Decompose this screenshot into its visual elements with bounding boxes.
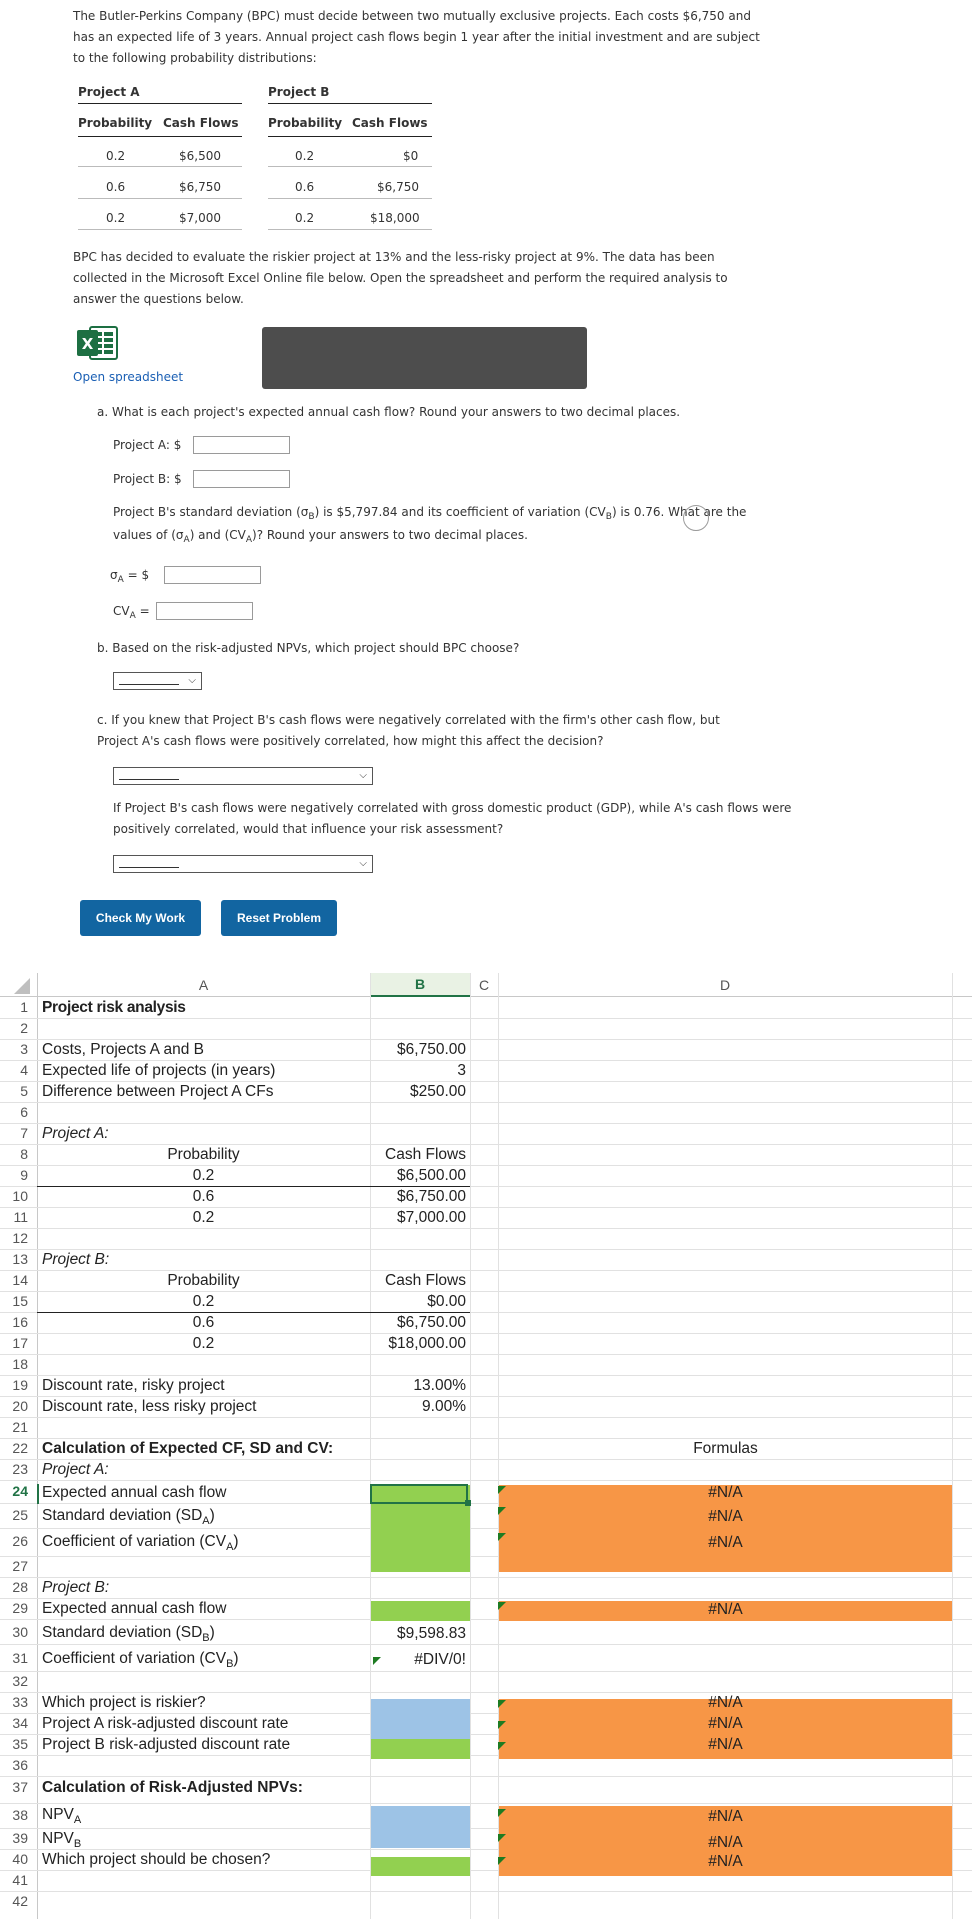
- grid-line: [0, 1671, 972, 1672]
- cell-b31[interactable]: #DIV/0!: [414, 1651, 466, 1668]
- column-header-b[interactable]: B: [370, 973, 470, 997]
- cell-b19[interactable]: 13.00%: [413, 1377, 466, 1394]
- cell-a14[interactable]: Probability: [167, 1272, 240, 1289]
- cell-d39[interactable]: #N/A: [708, 1834, 743, 1851]
- project-a-answer-label: Project A: $: [113, 438, 182, 452]
- cell-a37[interactable]: Calculation of Risk-Adjusted NPVs:: [42, 1779, 303, 1796]
- cell-d33[interactable]: #N/A: [708, 1694, 743, 1711]
- project-a-prob-cell: 0.6: [106, 180, 126, 194]
- project-b-prob-cell: 0.6: [295, 180, 315, 194]
- grid-line: [0, 1891, 972, 1892]
- column-header-e[interactable]: [952, 973, 972, 997]
- row-number[interactable]: 1: [20, 999, 28, 1015]
- cell-a40[interactable]: Which project should be chosen?: [42, 1851, 271, 1868]
- sigma-a-label: $\sigma_A$ = $: [110, 568, 150, 585]
- cell-a35[interactable]: Project B risk-adjusted discount rate: [42, 1736, 291, 1753]
- cell-a25[interactable]: Standard deviation $(SD_A)$: [42, 1507, 215, 1527]
- row-number[interactable]: 30: [12, 1624, 28, 1640]
- cell-a4[interactable]: Expected life of projects (in years): [42, 1062, 276, 1079]
- row-number[interactable]: 11: [13, 1209, 28, 1225]
- cell-a8[interactable]: Probability: [167, 1146, 240, 1163]
- cv-a-label: $CV_A$ =: [113, 604, 150, 621]
- cell-b16[interactable]: $6,750.00: [397, 1314, 466, 1331]
- sd-question-text: Project B's standard deviation $(\sigma_B)$ is $5,797.84 and its coefficient of variation $(CV_B)$ is 0.76. What are the values of $(\sigma_A)$ and $(CV_A)$? Round your answers to two decimal places.: [113, 505, 747, 545]
- row-number[interactable]: 29: [12, 1600, 28, 1616]
- cell-d26[interactable]: #N/A: [708, 1534, 743, 1551]
- row-number[interactable]: 34: [12, 1715, 28, 1731]
- sheet-title[interactable]: Project risk analysis: [42, 999, 186, 1016]
- project-a-title: Project A: [78, 85, 140, 99]
- cell-b14[interactable]: Cash Flows: [385, 1272, 466, 1289]
- project-a-prob-header: Probability: [78, 116, 153, 130]
- project-b-prob-cell: 0.2: [295, 211, 315, 225]
- instructions-paragraph: BPC has decided to evaluate the riskier project at 13% and the less-risky project at 9%. The data has been collected in the Microsoft Excel Online file below. Open the spreadsheet and perform the required analysis to answer the questions below.: [73, 250, 728, 306]
- chevron-down-icon: ⌵: [359, 770, 367, 781]
- project-a-answer-input[interactable]: [193, 436, 290, 454]
- open-spreadsheet-link[interactable]: Open spreadsheet: [73, 370, 184, 384]
- reset-problem-button[interactable]: Reset Problem: [221, 900, 337, 936]
- row-number[interactable]: 2: [20, 1020, 28, 1036]
- row-number[interactable]: 42: [12, 1893, 28, 1909]
- cell-a39[interactable]: $NPV_B$: [42, 1830, 82, 1850]
- row-number[interactable]: 3: [20, 1041, 28, 1057]
- select-placeholder-line: [119, 779, 179, 780]
- cell-d40[interactable]: #N/A: [708, 1853, 743, 1870]
- grid-line: [0, 1354, 972, 1355]
- row-number[interactable]: 15: [12, 1293, 28, 1309]
- row-number[interactable]: 13: [12, 1251, 28, 1267]
- row-number[interactable]: 37: [12, 1779, 28, 1795]
- row-number[interactable]: 5: [20, 1083, 28, 1099]
- sigma-a-input[interactable]: [164, 566, 261, 584]
- active-row-marker: [37, 1484, 39, 1504]
- fill-handle[interactable]: [465, 1500, 471, 1506]
- divider: [268, 198, 432, 199]
- project-b-cf-cell: $0: [403, 149, 419, 163]
- question-c2-select[interactable]: [113, 855, 373, 873]
- cell-d24[interactable]: #N/A: [708, 1484, 743, 1501]
- row-number[interactable]: 35: [12, 1736, 28, 1752]
- divider: [78, 229, 242, 230]
- cell-a26[interactable]: Coefficient of variation $(CV_A)$: [42, 1533, 239, 1553]
- row-number[interactable]: 17: [12, 1335, 28, 1351]
- row-number[interactable]: 25: [12, 1507, 28, 1523]
- cell-b17[interactable]: $18,000.00: [388, 1335, 466, 1352]
- divider: [78, 136, 242, 137]
- project-b-cf-header: Cash Flows: [352, 116, 428, 130]
- cell-d38[interactable]: #N/A: [708, 1808, 743, 1825]
- cv-a-input[interactable]: [156, 602, 253, 620]
- grid-line: [470, 973, 471, 1919]
- excel-icon[interactable]: [76, 324, 119, 362]
- cell-a28[interactable]: Project B:: [42, 1579, 110, 1596]
- cell-a17[interactable]: 0.2: [192, 1335, 215, 1352]
- row-number[interactable]: 12: [12, 1230, 28, 1246]
- project-b-title: Project B: [268, 85, 330, 99]
- cell-d35[interactable]: #N/A: [708, 1736, 743, 1753]
- row-number[interactable]: 39: [12, 1830, 28, 1846]
- project-a-cf-cell: $7,000: [179, 211, 221, 225]
- row-number[interactable]: 38: [12, 1807, 28, 1823]
- row-number[interactable]: 22: [12, 1440, 28, 1456]
- row-number[interactable]: 33: [12, 1694, 28, 1710]
- select-placeholder-line: [119, 684, 179, 685]
- cell-a19[interactable]: Discount rate, risky project: [42, 1377, 225, 1394]
- project-a-cf-cell: $6,500: [179, 149, 221, 163]
- select-placeholder-line: [119, 867, 179, 868]
- cell-a23[interactable]: Project A:: [42, 1461, 109, 1478]
- cell-b15[interactable]: $0.00: [427, 1293, 466, 1310]
- row-number[interactable]: 7: [20, 1125, 28, 1141]
- cell-b5[interactable]: $250.00: [409, 1083, 466, 1100]
- column-header-d[interactable]: D: [498, 973, 952, 997]
- divider: [268, 166, 432, 167]
- cell-a20[interactable]: Discount rate, less risky project: [42, 1398, 257, 1415]
- active-cell-b24[interactable]: [370, 1484, 468, 1504]
- cursor-indicator: [683, 505, 709, 531]
- row-number[interactable]: 20: [12, 1398, 28, 1414]
- svg-text:X: X: [81, 335, 94, 353]
- column-header-a[interactable]: A: [37, 973, 370, 997]
- project-b-cf-cell: $18,000: [370, 211, 420, 225]
- cell-a11[interactable]: 0.2: [192, 1209, 215, 1226]
- divider: [268, 229, 432, 230]
- cell-a10[interactable]: 0.6: [192, 1188, 215, 1205]
- input-cell-b40[interactable]: [371, 1857, 470, 1876]
- row-number[interactable]: 32: [12, 1673, 28, 1689]
- cell-a34[interactable]: Project A risk-adjusted discount rate: [42, 1715, 289, 1732]
- cell-b10[interactable]: $6,750.00: [397, 1188, 466, 1205]
- cell-a31[interactable]: Coefficient of variation $(CV_B)$: [42, 1650, 239, 1670]
- project-b-answer-label: Project B: $: [113, 472, 182, 486]
- question-c2-text: If Project B's cash flows were negatively correlated with gross domestic product (GDP), while A's cash flows were positively correlated, would that influence your risk assessment?: [113, 801, 792, 836]
- cell-d25[interactable]: #N/A: [708, 1508, 743, 1525]
- select-all-corner[interactable]: [0, 973, 37, 997]
- check-my-work-button[interactable]: Check My Work: [80, 900, 201, 936]
- grid-line: [37, 973, 38, 1919]
- row-number[interactable]: 19: [12, 1377, 28, 1393]
- row-number[interactable]: 9: [20, 1167, 28, 1183]
- divider: [268, 103, 432, 104]
- chevron-down-icon: ⌵: [359, 858, 367, 869]
- grid-line: [0, 1228, 972, 1229]
- grid-line: [370, 973, 371, 1919]
- cell-a29[interactable]: Expected annual cash flow: [42, 1600, 227, 1617]
- cell-a7[interactable]: Project A:: [42, 1125, 109, 1142]
- input-cell-b29[interactable]: [371, 1601, 470, 1621]
- grid-line: [0, 1803, 972, 1804]
- divider: [78, 166, 242, 167]
- row-number[interactable]: 23: [12, 1461, 28, 1477]
- chevron-down-icon: ⌵: [188, 675, 196, 686]
- row-number[interactable]: 31: [12, 1650, 28, 1666]
- grid-line: [0, 1123, 972, 1124]
- row-number[interactable]: 10: [12, 1188, 28, 1204]
- grid-line: [0, 1249, 972, 1250]
- row-number[interactable]: 4: [20, 1062, 28, 1078]
- cell-a30[interactable]: Standard deviation $(SD_B)$: [42, 1624, 215, 1644]
- divider: [268, 136, 432, 137]
- row-number[interactable]: 27: [12, 1558, 28, 1574]
- cell-a13[interactable]: Project B:: [42, 1251, 110, 1268]
- grid-line: [952, 973, 953, 1919]
- cell-b30[interactable]: $9,598.83: [397, 1625, 466, 1642]
- row-number[interactable]: 24: [12, 1483, 28, 1499]
- project-a-cf-cell: $6,750: [179, 180, 221, 194]
- question-a-text: a. What is each project's expected annual cash flow? Round your answers to two decimal places.: [97, 405, 681, 419]
- row-number[interactable]: 14: [12, 1272, 28, 1288]
- grid-line: [0, 1577, 972, 1578]
- grid-line: [0, 1417, 972, 1418]
- cell-b20[interactable]: 9.00%: [422, 1398, 466, 1415]
- grid-line: [0, 1776, 972, 1777]
- question-b-text: b. Based on the risk-adjusted NPVs, which project should BPC choose?: [97, 641, 520, 655]
- input-cell-b35[interactable]: [371, 1739, 470, 1759]
- row-number[interactable]: 36: [12, 1757, 28, 1773]
- row-number[interactable]: 28: [12, 1579, 28, 1595]
- cell-b11[interactable]: $7,000.00: [397, 1209, 466, 1226]
- project-b-answer-input[interactable]: [193, 470, 290, 488]
- cell-d34[interactable]: #N/A: [708, 1715, 743, 1732]
- row-number[interactable]: 6: [20, 1104, 28, 1120]
- divider: [78, 198, 242, 199]
- question-b-select[interactable]: [113, 672, 202, 690]
- grid-line: [0, 1018, 972, 1019]
- project-a-prob-cell: 0.2: [106, 149, 126, 163]
- cell-a33[interactable]: Which project is riskier?: [42, 1694, 206, 1711]
- project-a-cf-header: Cash Flows: [163, 116, 239, 130]
- grid-line: [0, 1644, 972, 1645]
- question-c-text: c. If you knew that Project B's cash flows were negatively correlated with the firm's other cash flow, but Project A's cash flows were positively correlated, how might this affect the decision?: [97, 713, 720, 748]
- cell-b3[interactable]: $6,750.00: [397, 1041, 466, 1058]
- row-number[interactable]: 8: [20, 1146, 28, 1162]
- project-b-prob-header: Probability: [268, 116, 343, 130]
- divider: [78, 103, 242, 104]
- cell-a15[interactable]: 0.2: [192, 1293, 215, 1310]
- cell-a16[interactable]: 0.6: [192, 1314, 215, 1331]
- cell-a38[interactable]: $NPV_A$: [42, 1806, 82, 1826]
- cell-b8[interactable]: Cash Flows: [385, 1146, 466, 1163]
- row-number[interactable]: 21: [12, 1419, 28, 1435]
- grid-line: [0, 1480, 972, 1481]
- cell-d29[interactable]: #N/A: [708, 1601, 743, 1618]
- cell-a22[interactable]: Calculation of Expected CF, SD and CV:: [42, 1440, 334, 1457]
- spreadsheet[interactable]: [0, 973, 972, 1919]
- cell-d22[interactable]: Formulas: [693, 1440, 758, 1457]
- problem-intro: The Butler-Perkins Company (BPC) must decide between two mutually exclusive projects. Each costs $6,750 and has an expected life of 3 years. Annual project cash flows begin 1 year after the initial investment and are subject to the following probability distributions:: [73, 9, 760, 65]
- column-header-c[interactable]: C: [470, 973, 498, 997]
- cell-b4[interactable]: 3: [457, 1062, 466, 1079]
- row-number[interactable]: 16: [12, 1314, 28, 1330]
- input-cell-b33-34[interactable]: [371, 1699, 470, 1739]
- overlay-box: [262, 327, 587, 389]
- question-c-select[interactable]: [113, 767, 373, 785]
- row-number[interactable]: 18: [12, 1356, 28, 1372]
- grid-line: [0, 1102, 972, 1103]
- cell-a24[interactable]: Expected annual cash flow: [42, 1484, 227, 1501]
- cell-a3[interactable]: Costs, Projects A and B: [42, 1041, 204, 1058]
- project-b-prob-cell: 0.2: [295, 149, 315, 163]
- grid-line: [0, 1459, 972, 1460]
- cell-a9[interactable]: 0.2: [192, 1167, 215, 1184]
- row-number[interactable]: 41: [12, 1872, 28, 1888]
- row-number[interactable]: 40: [12, 1851, 28, 1867]
- cell-b9[interactable]: $6,500.00: [397, 1167, 466, 1184]
- row-number[interactable]: 26: [12, 1533, 28, 1549]
- project-a-prob-cell: 0.2: [106, 211, 126, 225]
- project-b-cf-cell: $6,750: [377, 180, 419, 194]
- cell-a5[interactable]: Difference between Project A CFs: [42, 1083, 274, 1100]
- input-cell-b38-39[interactable]: [371, 1806, 470, 1848]
